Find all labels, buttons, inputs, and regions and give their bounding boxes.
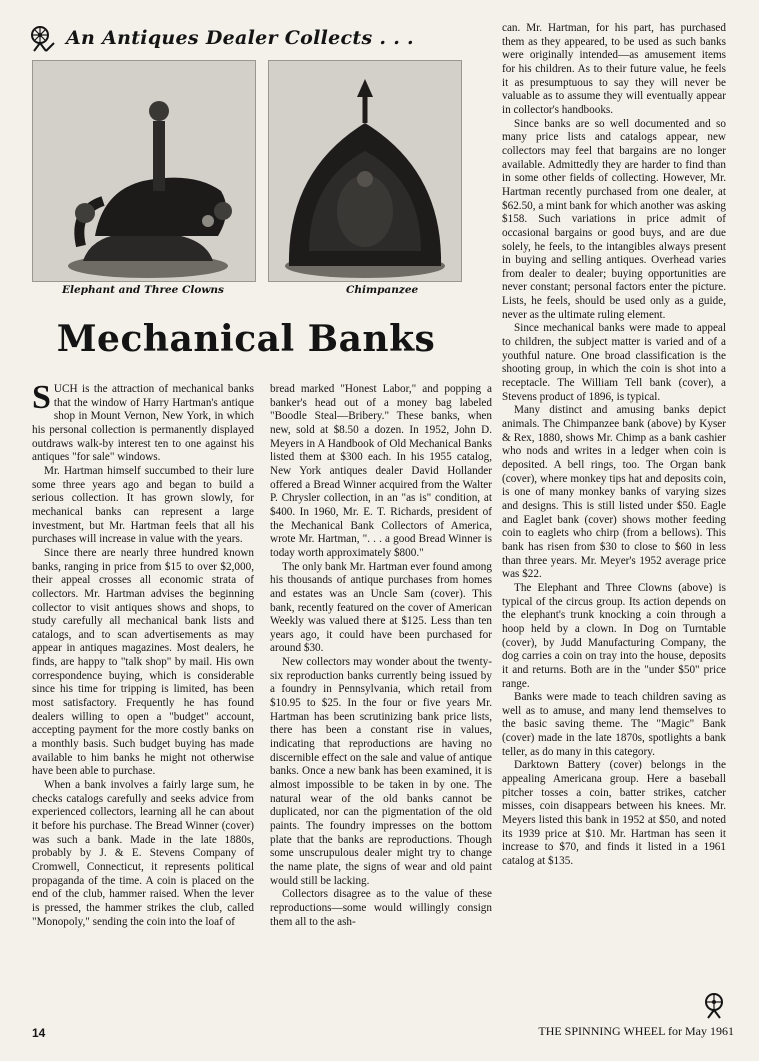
drop-cap: S: [32, 379, 51, 416]
paragraph: New collectors may wonder about the twenty-six reproduction banks currently being issued by a foundry in Pennsylvania, which retail from $10.95 to $25. In the four or five years Mr. Hartman has been scrutinizing bank price lists, there has been a constant rise in values, indicating that reproductions are having no discernible effect on the sale and value of antique banks. Once a new bank has been examined, it is almost impossible to be taken in by one. The natural wear of the old banks cannot be duplicated, nor can the pigmentation of the old paints. The foundry impresses on the bottom plate that the banks are reproductions. Though some unscrupulous dealer might try to change the name plate, the signs of wear and old paint would still be lacking.: [270, 656, 492, 887]
paragraph: Collectors disagree as to the value of these reproductions—some would willingly consign them all to the ash-: [270, 888, 492, 928]
elephant-bank-image: [33, 61, 255, 281]
chimpanzee-bank-photo: [268, 60, 462, 282]
chimpanzee-caption: Chimpanzee: [346, 284, 419, 296]
spinning-wheel-end-icon: [700, 990, 730, 1020]
chimpanzee-bank-image: [269, 61, 461, 281]
article-column-2: [270, 383, 492, 929]
paragraph: bread marked "Honest Labor," and popping a banker's head out of a money bag labeled "Boodle Steal—Bribery." These banks, when new, sold at $8.50 a dozen. In 1952, John D. Meyers in A Handbook of Old Mechanical Banks listed them at $300 each. In his 1955 catalog, New York antiques dealer David Hollander offered a Bread Winner acquired from the Walter P. Chrysler collection, in an "as is" condition, at $400. In 1960, Mr. E. T. Richards, president of the Mechanical Bank Collectors of America, wrote Mr. Hartman, ". . . a good Bread Winner is today worth approximately $800.": [270, 383, 492, 559]
paragraph: The Elephant and Three Clowns (above) is typical of the circus group. Its action depends on the elephant's trunk knocking a coin through a hoop held by a clown. In Dog on Turntable (cover), by Judd Manufacturing Company, the dog carries a coin on tray into the house, deposits it and returns. Both are in the "under $50" price range.: [502, 581, 726, 690]
elephant-bank-photo: [32, 60, 256, 282]
paragraph: Mr. Hartman himself succumbed to their lure some three years ago and began to build a serious collection. It has grown slowly, for mechanical banks can represent a large investment, but Mr. Hartman feels that all his purchases will increase in value with the years.: [32, 464, 254, 546]
paragraph-intro: [32, 379, 254, 465]
paragraph: Darktown Battery (cover) belongs in the appealing Americana group. Here a baseball pitcher tosses a coin, batter strikes, catcher misses, coin disappears between his knees. Mr. Meyers listed this bank in 1952 at $50, and noted its 1939 price at $10. Mr. Hartman has seen it increase to $70, and finds it listed in a 1961 catalog at $135.: [502, 759, 726, 868]
paragraph: Since banks are so well documented and so many price lists and catalogs appear, new collectors may feel that bargains are no longer available. Admittedly they are harder to find than in some other fields of collecting. However, Mr. Hartman recently purchased from one dealer, at $62.50, a mint bank for which another was asking $158. Such variations in price admit of occasional bargains or good buys, and are due solely, he feels, to the intangibles always present in buying and selling antiques. Overhead varies from dealer to dealer; buying opportunities are never constant; personal factors enter the picture. Lists, he feels, should be used only as a guide, never as the ultimate ruling element.: [502, 117, 726, 321]
paragraph: When a bank involves a fairly large sum, he checks catalogs carefully and seeks advice from experienced collectors, learning all he can about it before his purchase. The Bread Winner (cover) was such a bank. Made in the late 1880s, probably by J. & E. Stevens Company of Cromwell, Connecticut, it represents political propaganda of the time. A coin is placed on the end of the club, hammer raised. When the lever is pressed, the hammer strikes the club, called "Monopoly," sending the coin into the loaf of: [32, 779, 254, 928]
paragraph: The only bank Mr. Hartman ever found among his thousands of antique purchases from homes and estates was an Uncle Sam (cover). This bank, recently featured on the cover of American Weekly was valued there at $125. Less than ten years ago, it could have been purchased for around $30.: [270, 560, 492, 655]
page-number: 14: [32, 1026, 46, 1040]
paragraph: Since there are nearly three hundred known banks, ranging in price from $15 to over $2,000, their appeal crosses all economic strata of collectors. Mr. Hartman advises the beginning collector to visit antiques shows and shops, to study carefully all mechanical bank lists and catalogs, and to scan advertisements as may appear in antiques magazines. Most dealers, he finds, are happy to "talk shop" by mail. His own correspondence buying, which is considerable since his time for tripping is limited, has been most satisfactory. Frequently he has found dealers willing to open a "budget" account, accepting payment for the more costly banks on a monthly basis. Such budget buying has made available to him banks he might not otherwise have been able to purchase.: [32, 546, 254, 778]
paragraph-intro-text: UCH is the attraction of mechanical banks that the window of Harry Hartman's antique shop in Mount Vernon, New York, in which his personal collection is permanently displayed outdraws walk-by interest ten to one against his antiques "for sale" windows.: [32, 383, 254, 464]
header-title: An Antiques Dealer Collects . . .: [66, 27, 414, 49]
elephant-caption: Elephant and Three Clowns: [62, 284, 224, 296]
paragraph: Since mechanical banks were made to appeal to children, the subject matter is varied and of a youthful nature. One broad classification is the shooting group, in which the coin is shot into a receptacle. The William Tell bank (cover), a Stevens product of 1896, is typical.: [502, 322, 726, 403]
article-title: Mechanical Banks: [56, 318, 436, 360]
article-column-3: [502, 22, 726, 869]
paragraph: Many distinct and amusing banks depict animals. The Chimpanzee bank (above) by Kyser & Rex, 1880, shows Mr. Chimp as a bank cashier who nods and writes in a ledger when coin is deposited. A bell rings, too. The Organ bank (cover), where monkey tips hat and deposits coin, is one of many monkey banks of varying sizes and designs. This is still listed under $50. Eagle and Eaglet bank (cover) shows mother feeding coin to eaglets who chirp (from a bellows). This bank has risen from $30 to close to $60 in less than three years. Mr. Meyer's 1952 average price was $22.: [502, 404, 726, 581]
publication-footer: THE SPINNING WHEEL for May 1961: [538, 1024, 734, 1038]
spinning-wheel-icon: [28, 23, 58, 53]
section-header: [28, 22, 488, 54]
article-column-1: [32, 379, 254, 929]
paragraph: can. Mr. Hartman, for his part, has purchased them as they appeared, to be used as such banks were originally intended—as amusement items for his children. As to their future value, he feels it as presumptuous to say they will never be valuable as to assume they will eventually appear in collector's handbooks.: [502, 22, 726, 116]
paragraph: Banks were made to teach children saving as well as to amuse, and many lend themselves to the basic saving theme. The "Magic" Bank (cover) made in the late 1870s, spotlights a bank teller, as do many in this category.: [502, 691, 726, 758]
